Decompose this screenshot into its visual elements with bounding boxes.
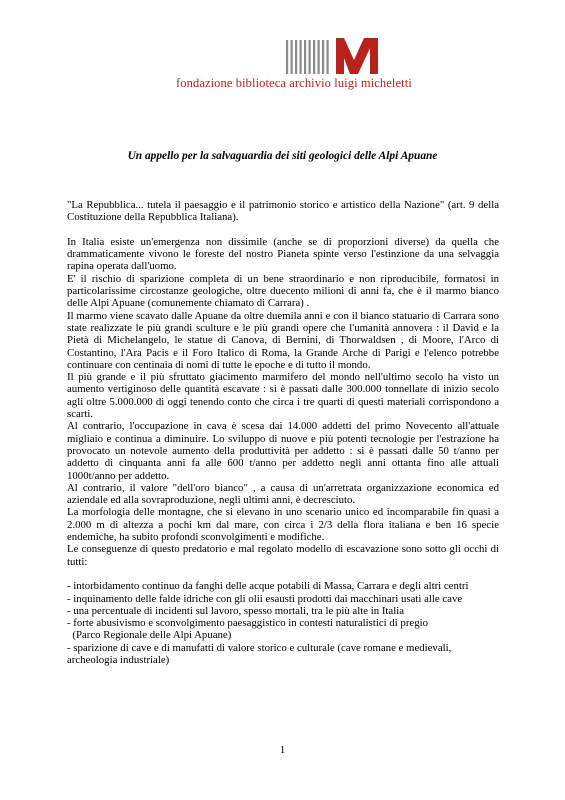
consequences-list <box>67 580 499 666</box>
list-item: (Parco Regionale delle Alpi Apuane) <box>67 629 232 642</box>
constitution-quote: "La Repubblica... tutela il paesaggio e il patrimonio storico e artistico della Nazione" (art. 9 della Costituzione della Repubblica Italiana). <box>67 199 499 224</box>
paragraph: Il più grande e il più sfruttato giacimento marmifero del mondo nell'ultimo secolo ha visto un aumento vertiginoso delle quantità escavate : si è passati dalle 300.000 tonnellate di inizio secolo agli oltre 5.000.000 di oggi tenendo conto che circa i tre quarti di questi materiali corrispondono a scarti. <box>67 371 499 421</box>
document-body <box>67 199 499 666</box>
organization-name: fondazione biblioteca archivio luigi micheletti <box>176 76 412 90</box>
paragraph: La morfologia delle montagne, che si elevano in uno scenario unico ed incomparabile fin quasi a 2.000 m di altezza a pochi km dal mare, con circa i 2/3 della flora italiana e ben 16 specie endemiche, ha subito profondi sconvolgimenti e modifiche. <box>67 506 499 544</box>
document-title: Un appello per la salvaguardia dei siti geologici delle Alpi Apuane <box>127 150 438 162</box>
list-item: - intorbidamento continuo da fanghi delle acque potabili di Massa, Carrara e degli altri centri <box>67 580 469 593</box>
paragraph: Le conseguenze di questo predatorio e mal regolato modello di escavazione sono sotto gli occhi di tutti: <box>67 543 499 568</box>
list-item: - forte abusivismo e sconvolgimento paesaggistico in contesti naturalistici di pregio <box>67 617 429 630</box>
paragraph: Al contrario, l'occupazione in cava è scesa dai 14.000 addetti del primo Novecento all'attuale migliaio e continua a diminuire. Lo sviluppo di nuove e più potenti tecnologie per l'estrazione ha provocato un notevole aumento della produttività per addetto : si è passati dalle 50 t/anno per addetto di cinquanta anni fa alle 600 t/anno per addetto negli anni ottanta fino alle attuali 1000t/anno per addetto. <box>67 420 499 482</box>
paragraph: Il marmo viene scavato dalle Apuane da oltre duemila anni e con il bianco statuario di Carrara sono state realizzate le più grandi sculture e le più grandi opere che l'umanità annovera : il David e la Pietà di Michelangelo, le statue di Canova, di Bernini, di Thorwaldsen , di Moore, l'Arco di Costantino, l'Ara Pacis e il Foro Italico di Roma, la Grande Arche di Parigi e l'elenco potrebbe continuare con centinaia di nomi di tutte le epoche e di tutto il mondo. <box>67 309 499 371</box>
paragraph: E' il rischio di sparizione completa di un bene straordinario e non riproducibile, formatosi in particolarissime circostanze geologiche, oltre duecento milioni di anni fa, che è il marmo bianco delle Alpi Apuane (comunemente chiamato di Carrara) . <box>67 272 499 310</box>
paragraph: Al contrario, il valore "dell'oro bianco" , a causa di un'arretrata organizzazione economica ed aziendale ed alla sovraproduzione, negli ultimi anni, è decresciuto. <box>67 481 499 507</box>
list-item: - inquinamento delle falde idriche con gli olii esausti prodotti dai macchinari usati alle cave <box>67 592 463 605</box>
mm-logo-icon <box>286 38 382 74</box>
list-item: - una percentuale di incidenti sul lavoro, spesso mortali, tra le più alte in Italia <box>67 604 404 617</box>
paragraph: In Italia esiste un'emergenza non dissimile (anche se di proporzioni diverse) da quella che drammaticamente vivono le foreste del nostro Pianeta spinte verso l'estinzione da una selvaggia rapina operata dall'uomo. <box>67 235 499 273</box>
list-item: - sparizione di cave e di manufatti di valore storico e culturale (cave romane e medievali, archeologia industriale) <box>67 641 452 666</box>
page-number: 1 <box>279 744 286 756</box>
